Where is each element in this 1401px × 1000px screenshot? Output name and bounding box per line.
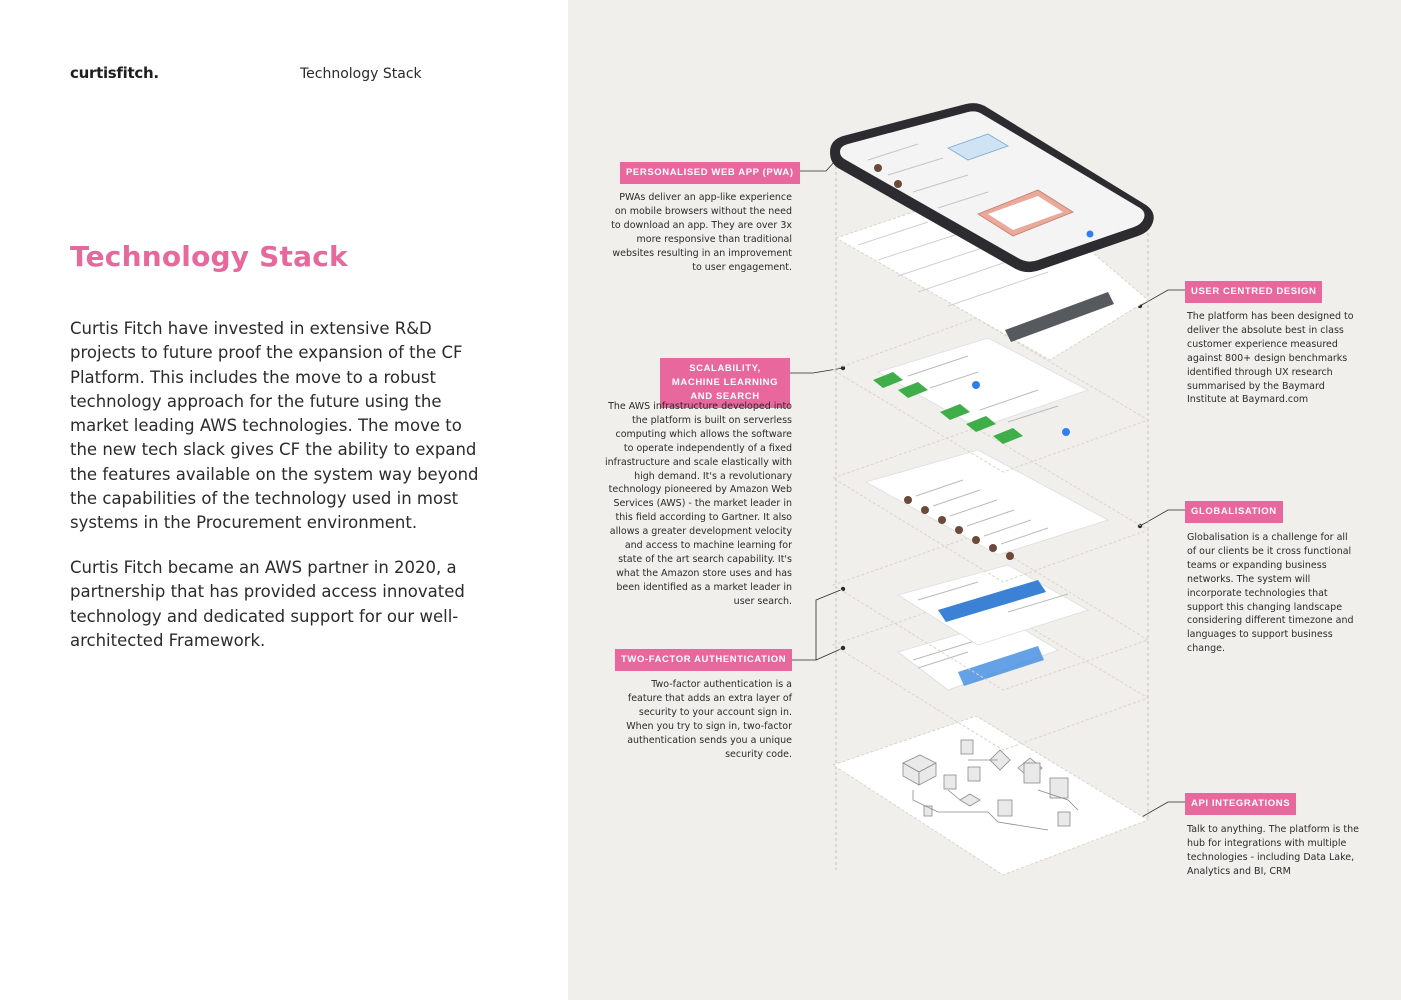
desc-two-factor: Two-factor authentication is a feature that adds an extra layer of security to your account sign in. When you try to sign in, two-factor authentication sends you a unique security code. xyxy=(626,679,792,760)
tag-globalisation: GLOBALISATION xyxy=(1185,501,1283,523)
intro-paragraph: Curtis Fitch have invested in extensive R&D projects to future proof the expansion of the CF Platform. This includes the move to a robust technology approach for the future using the market leading AWS technologies. The move to the new tech slack gives CF the ability to expand the features available on the system way beyond the capabilities of the technology used in most systems in the Procurement environment. xyxy=(70,319,479,533)
tag-ucd: USER CENTRED DESIGN xyxy=(1185,281,1322,303)
company-logo: curtisfitch. xyxy=(70,64,159,82)
left-panel xyxy=(0,0,568,1000)
header-title: Technology Stack xyxy=(300,66,422,82)
desc-scalability: The AWS infrastructure developed into the platform is built on serverless computing which allows the software to operate independently of a fixed infrastructure and scale elastically with high demand. It's a revolutionary technology pioneered by Amazon Web Services (AWS) - the market leader in this field according to Gartner. It also allows a greater development velocity and access to machine learning for state of the art search capability. It's what the Amazon store uses and has been identified as a market leader in user search. xyxy=(605,401,792,607)
desc-pwa: PWAs deliver an app-like experience on mobile browsers without the need to download an app. They are over 3x more responsive than traditional websites resulting in an improvement to user engagement. xyxy=(611,192,792,273)
desc-api: Talk to anything. The platform is the hub for integrations with multiple technologies - including Data Lake, Analytics and BI, CRM xyxy=(1187,824,1359,877)
api-layer xyxy=(833,716,1148,875)
two-factor-layer xyxy=(833,535,1148,750)
scalability-layer xyxy=(833,318,1148,472)
tag-api: API INTEGRATIONS xyxy=(1185,793,1296,815)
desc-globalisation: Globalisation is a challenge for all of our clients be it cross functional teams or expanding business networks. The system will incorporate technologies that support this changing landscape considering different timezone and languages to support business change. xyxy=(1187,532,1354,655)
tag-pwa: PERSONALISED WEB APP (PWA) xyxy=(620,162,800,184)
aws-partner-paragraph: Curtis Fitch became an AWS partner in 2020, a partnership that has provided access innovated technology and dedicated support for our well-architected Framework. xyxy=(70,558,465,650)
tag-two-factor: TWO-FACTOR AUTHENTICATION xyxy=(615,649,792,671)
tag-scalability: SCALABILITY, MACHINE LEARNING AND SEARCH xyxy=(660,358,790,408)
technology-illustration-panel xyxy=(568,0,1401,1000)
page-title: Technology Stack xyxy=(70,240,348,273)
globalisation-layer xyxy=(833,428,1148,582)
desc-ucd: The platform has been designed to deliver the absolute best in class customer experience measured against 800+ design benchmarks identified through UX research summarised by the Baymard Institute at Baymard.com xyxy=(1187,311,1354,406)
